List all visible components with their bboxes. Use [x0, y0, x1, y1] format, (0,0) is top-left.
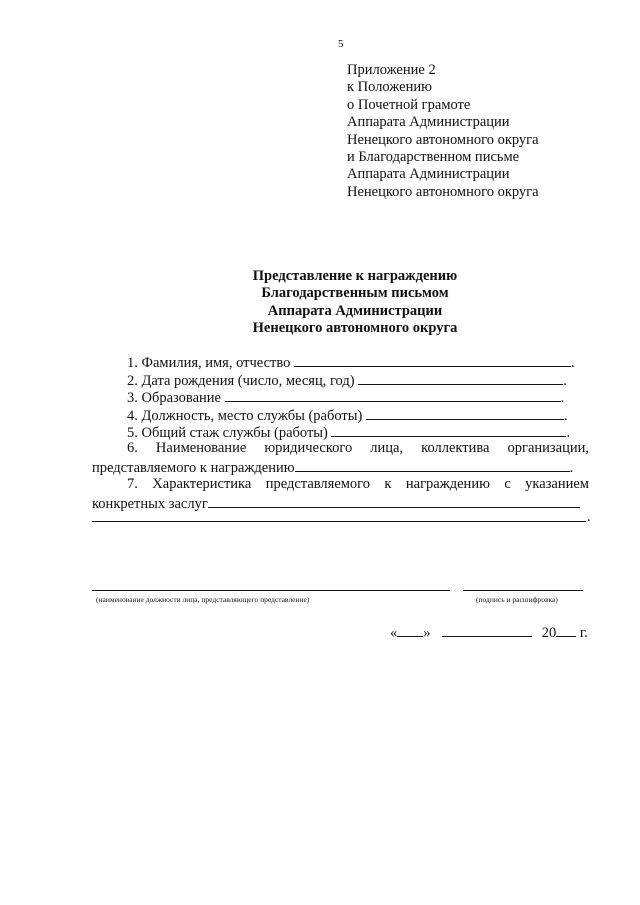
position-blank[interactable]: [366, 406, 564, 420]
period: .: [587, 509, 591, 525]
field-label: 3. Образование: [127, 390, 221, 406]
page-number: 5: [338, 38, 344, 50]
month-blank[interactable]: [442, 623, 532, 637]
field-full-name: [127, 353, 575, 372]
title-line: Ненецкого автономного округа: [252, 320, 458, 337]
field-organization: [127, 440, 589, 457]
field-organization-cont: [92, 458, 573, 477]
appendix-block: [347, 62, 539, 201]
document-title: [130, 268, 580, 338]
day-blank[interactable]: [397, 623, 423, 637]
appendix-line: Приложение 2: [347, 62, 436, 78]
characteristic-blank[interactable]: [208, 494, 580, 508]
field-education: [127, 388, 564, 407]
date-line: [390, 623, 588, 642]
field-label: 5. Общий стаж службы (работы): [127, 425, 328, 441]
appendix-line: Ненецкого автономного округа: [347, 183, 539, 200]
period: .: [563, 408, 568, 424]
signature-caption: (подпись и расшифровка): [476, 595, 558, 604]
appendix-line: Ненецкого автономного округа: [347, 131, 539, 148]
organization-blank[interactable]: [295, 458, 570, 472]
close-quote: »: [423, 625, 431, 641]
field-label: представляемого к награждению: [92, 460, 295, 476]
period: .: [566, 425, 571, 441]
title-line: Аппарата Администрации: [267, 302, 443, 319]
field-label: конкретных заслуг: [92, 496, 208, 512]
field-label: 1. Фамилия, имя, отчество: [127, 355, 291, 371]
field-characteristic: [127, 476, 589, 493]
field-label: 2. Дата рождения (число, месяц, год): [127, 373, 355, 389]
field-label: 7. Характеристика представляемого к награждению с указанием: [127, 476, 589, 492]
field-characteristic-cont: [92, 494, 580, 513]
period: .: [570, 355, 575, 371]
education-blank[interactable]: [225, 388, 561, 402]
position-caption: (наименование должности лица, представляющего представление): [96, 595, 310, 604]
appendix-line: и Благодарственном письме: [347, 149, 520, 166]
period: .: [560, 390, 565, 406]
appendix-line: к Положению: [347, 79, 432, 96]
field-label: 4. Должность, место службы (работы): [127, 408, 363, 424]
period: .: [563, 373, 567, 389]
year-prefix: 20: [541, 625, 557, 641]
appendix-line: Аппарата Администрации: [347, 166, 510, 183]
year-suffix: г.: [579, 625, 588, 641]
characteristic-blank-line[interactable]: [92, 521, 586, 522]
full-name-blank[interactable]: [294, 353, 571, 367]
position-signature-line[interactable]: [92, 590, 450, 591]
signature-line[interactable]: [463, 590, 583, 591]
appendix-line: Аппарата Администрации: [347, 114, 510, 131]
title-line: Представление к награждению: [252, 268, 458, 284]
period: .: [569, 460, 574, 476]
field-label: 6. Наименование юридического лица, коллектива организации,: [127, 440, 589, 456]
service-length-blank[interactable]: [331, 423, 566, 437]
birth-date-blank[interactable]: [358, 371, 563, 385]
appendix-line: о Почетной грамоте: [347, 96, 471, 113]
open-quote: «: [390, 625, 398, 641]
title-line: Благодарственным письмом: [261, 285, 449, 302]
year-blank[interactable]: [556, 623, 576, 637]
